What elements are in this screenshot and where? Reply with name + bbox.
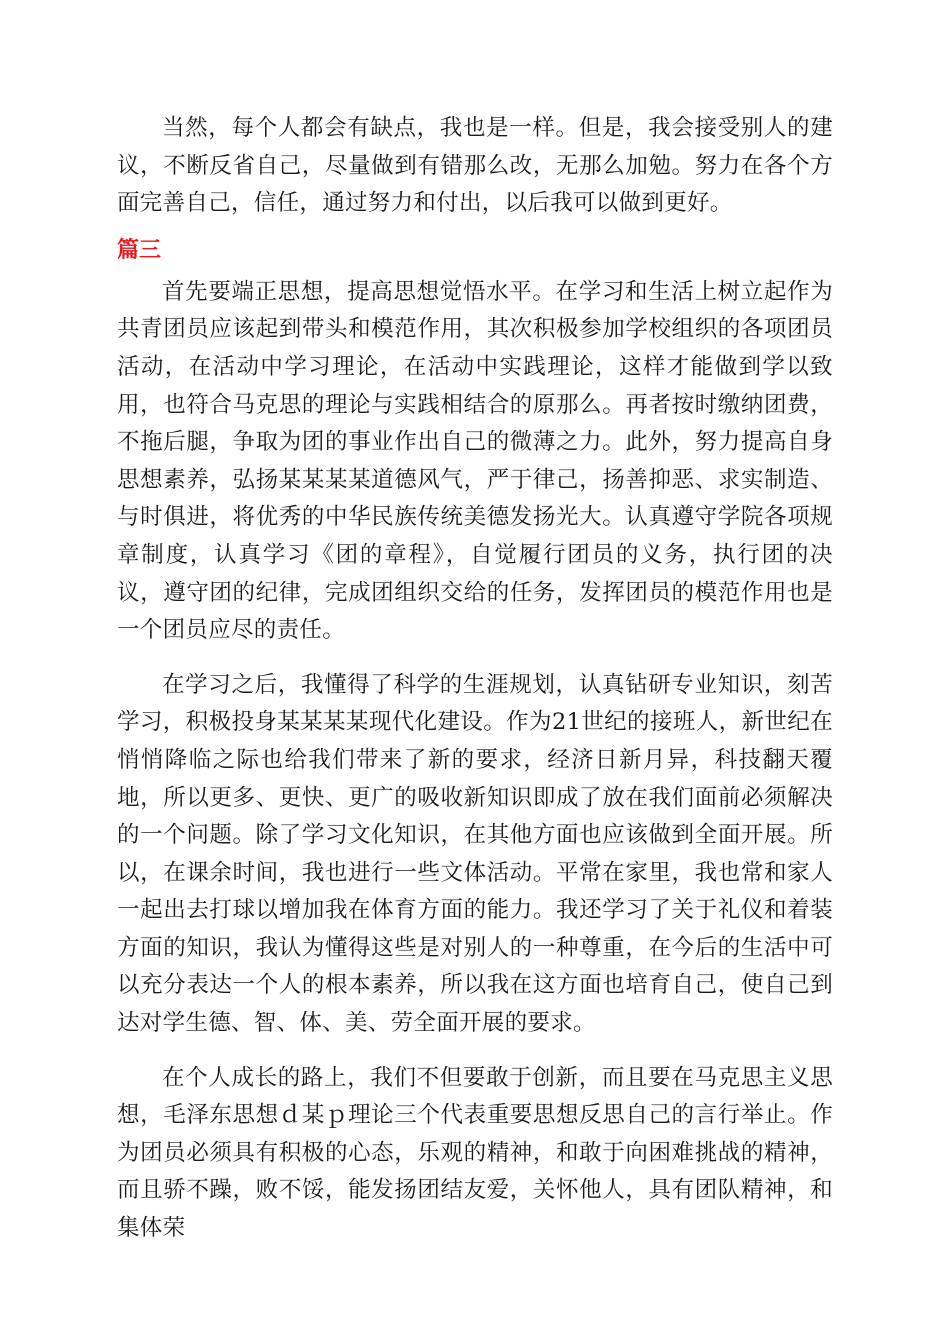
paragraph-2: 在学习之后，我懂得了科学的生涯规划，认真钻研专业知识，刻苦学习，积极投身某某某某现代化建设。作为21世纪的接班人，新世纪在悄悄降临之际也给我们带来了新的要求，经济日新月异，科技翻天覆地，所以更多、更快、更广的吸收新知识即成了放在我们面前必须解决的一个问题。除了学习文化知识，在其他方面也应该做到全面开展。所以，在课余时间，我也进行一些文体活动。平常在家里，我也常和家人一起出去打球以增加我在体育方面的能力。我还学习了关于礼仪和着装方面的知识，我认为懂得这些是对别人的一种尊重，在今后的生活中可以充分表达一个人的根本素养，所以我在这方面也培育自己，使自己到达对学生德、智、体、美、劳全面开展的要求。	[117, 671, 833, 1037]
section-heading: 篇三	[117, 237, 162, 263]
document-page	[117, 110, 833, 1248]
paragraph-1: 首先要端正思想，提高思想觉悟水平。在学习和生活上树立起作为共青团员应该起到带头和模范作用，其次积极参加学校组织的各项团员活动，在活动中学习理论，在活动中实践理论，这样才能做到学以致用，也符合马克思的理论与实践相结合的原那么。再者按时缴纳团费，不拖后腿，争取为团的事业作出自己的微薄之力。此外，努力提高自身思想素养，弘扬某某某某道德风气，严于律己，扬善抑恶、求实制造、与时俱进，将优秀的中华民族传统美德发扬光大。认真遵守学院各项规章制度，认真学习《团的章程》，自觉履行团员的义务，执行团的决议，遵守团的纪律，完成团组织交给的任务，发挥团员的模范作用也是一个团员应尽的责任。	[117, 278, 833, 644]
paragraph-intro: 当然，每个人都会有缺点，我也是一样。但是，我会接受别人的建议，不断反省自己，尽量做到有错那么改，无那么加勉。努力在各个方面完善自己，信任，通过努力和付出，以后我可以做到更好。	[117, 115, 833, 217]
paragraph-3: 在个人成长的路上，我们不但要敢于创新，而且要在马克思主义思想，毛泽东思想ｄ某ｐ理论三个代表重要思想反思自己的言行举止。作为团员必须具有积极的心态，乐观的精神，和敢于向困难挑战的精神，而且骄不躁，败不馁，能发扬团结友爱，关怀他人，具有团队精神，和集体荣	[117, 1064, 833, 1242]
